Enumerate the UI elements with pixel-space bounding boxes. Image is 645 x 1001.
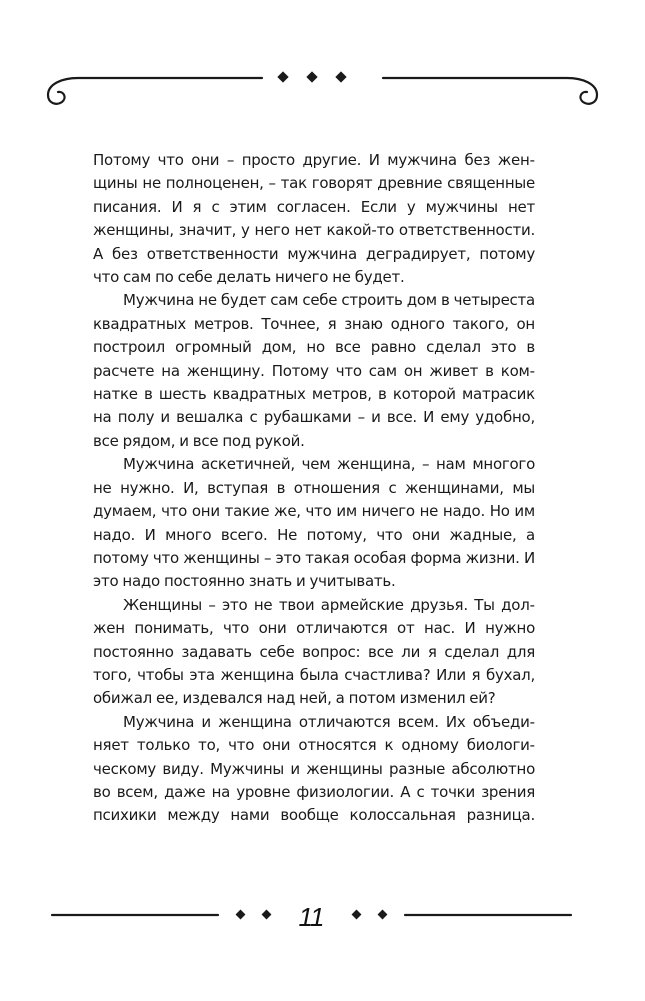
body-text xyxy=(93,149,535,828)
paragraph: Мужчина аскетичней, чем женщина, – нам многого не нужно. И, вступая в отношения с женщинами, мы думаем, что они такие же, что им ничего не надо. Но им надо. И много всего. Не потому, что они жадные, а потому что женщины – это такая особая форма жизни. И это надо постоянно знать и учитывать. xyxy=(93,455,535,591)
header-diamond-icon xyxy=(306,71,317,82)
page-number: 11 xyxy=(298,902,324,932)
header-ornament-icon xyxy=(0,0,645,110)
paragraph: Мужчина и женщина отличаются всем. Их объединяет только то, что они относятся к одному биологическому виду. Мужчины и женщины разные абсолютно во всем, даже на уровне физиологии. А с точки зрения психики между нами вообще колоссальная разница. xyxy=(93,712,535,825)
footer-diamond-icon xyxy=(262,910,272,920)
paragraph: Мужчина не будет сам себе строить дом в четыреста квадратных метров. Точнее, я знаю одного такого, он построил огромный дом, но все равно сделал это в расчете на женщину. Потому что сам он живет в комнатке в шесть квадратных метров, в которой матрасик на полу и вешалка с рубашками – и все. И ему удобно, все рядом, и все под рукой. xyxy=(93,291,535,450)
right-scroll-icon xyxy=(383,78,597,104)
footer-diamond-icon xyxy=(352,910,362,920)
header-diamond-icon xyxy=(277,71,288,82)
footer-diamond-icon xyxy=(378,910,388,920)
header-diamond-icon xyxy=(335,71,346,82)
left-scroll-icon xyxy=(48,78,262,104)
paragraph: Женщины – это не твои армейские друзья. Ты должен понимать, что они отличаются от нас. И нужно постоянно задавать себе вопрос: все ли я сделал для того, чтобы эта женщина была счастлива? Или я бухал, обижал ее, издевался над ней, а потом изменил ей? xyxy=(93,595,535,708)
paragraph: Потому что они – просто другие. И мужчина без женщины не полноценен, – так говорят древние священные писания. И я с этим согласен. Если у мужчины нет женщины, значит, у него нет какой-то ответственности. А без ответственности мужчина деградирует, потому что сам по себе делать ничего не будет. xyxy=(93,151,535,287)
footer-diamond-icon xyxy=(236,910,246,920)
